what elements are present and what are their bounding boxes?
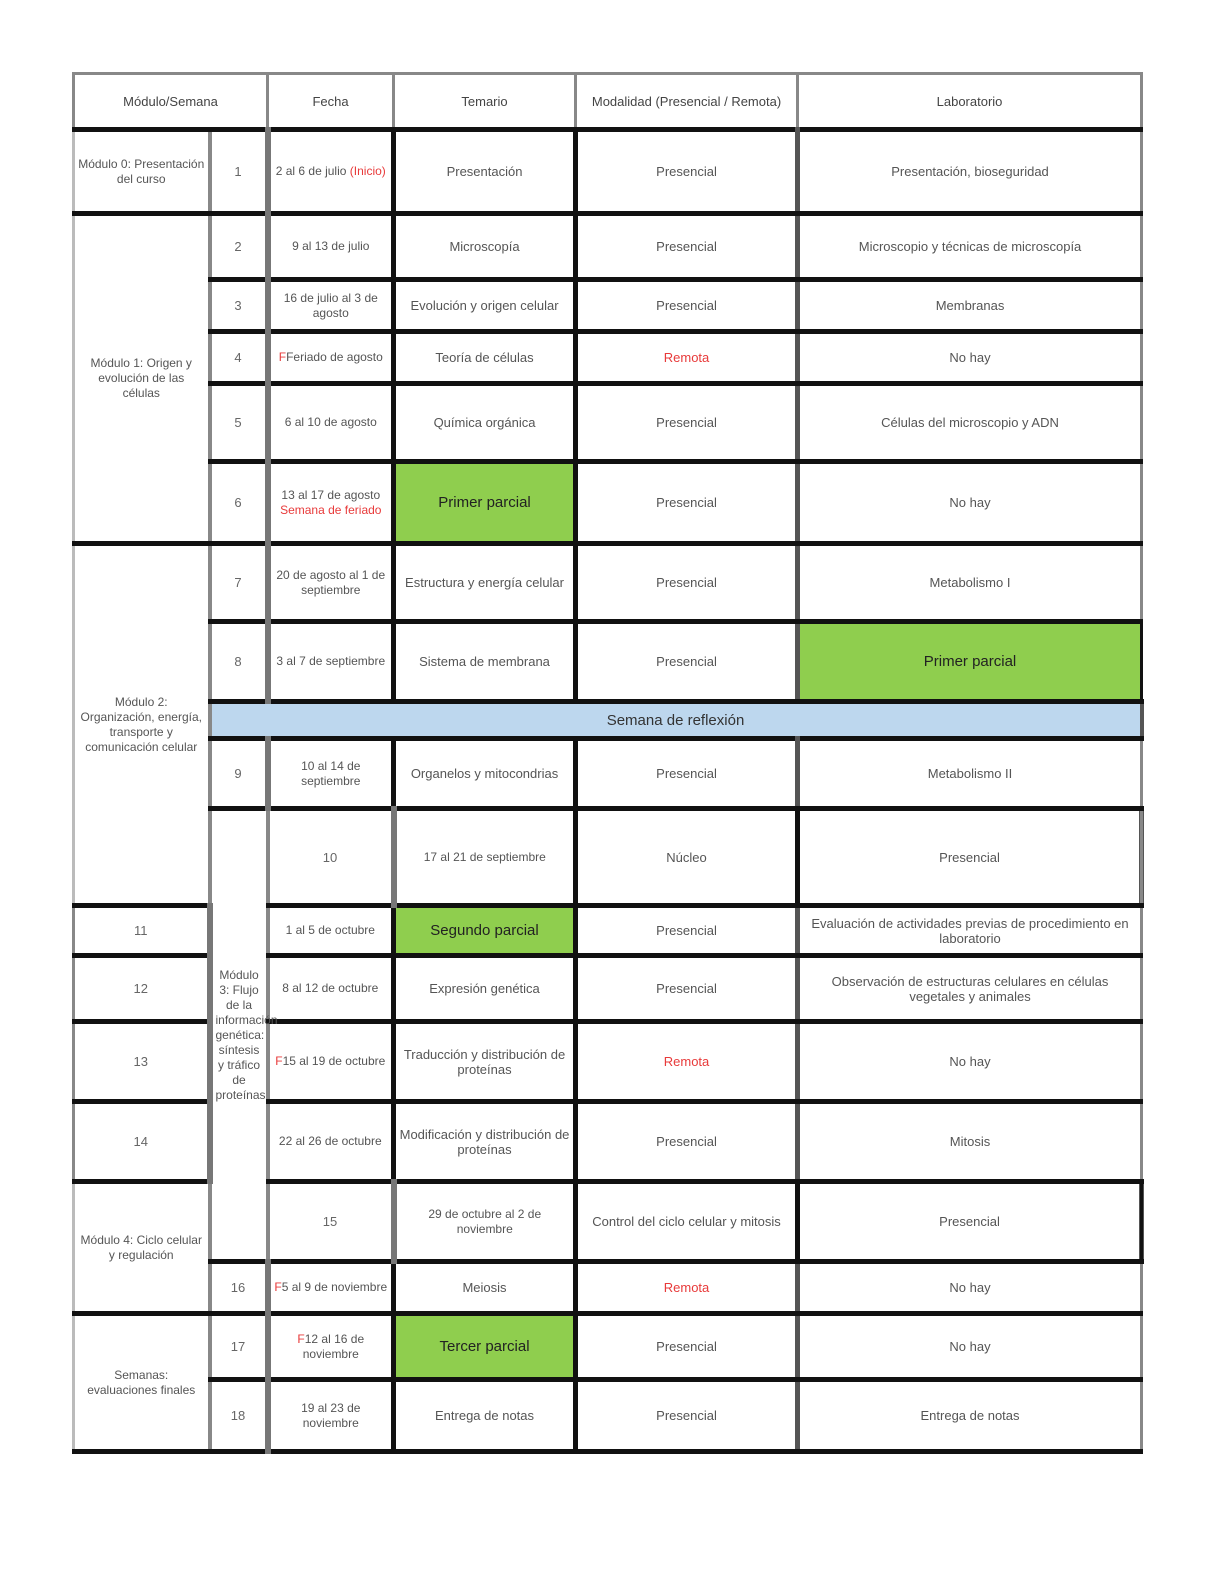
week-number: 11 bbox=[74, 906, 210, 956]
week-date bbox=[268, 130, 394, 214]
week-date bbox=[268, 462, 394, 544]
table-row bbox=[74, 544, 1142, 622]
break-row bbox=[74, 702, 1142, 739]
week-number: 9 bbox=[210, 739, 268, 809]
topic-cell: Entrega de notas bbox=[394, 1380, 576, 1452]
table-row bbox=[74, 1380, 1142, 1452]
topic-cell: Primer parcial bbox=[394, 462, 576, 544]
table-row bbox=[74, 1262, 1142, 1314]
mode-cell: Remota bbox=[576, 1262, 798, 1314]
week-date bbox=[394, 809, 576, 906]
mode-cell: Presencial bbox=[576, 280, 798, 332]
week-number: 15 bbox=[268, 1182, 394, 1262]
date-text: 2 al 6 de julio bbox=[275, 164, 347, 178]
date-text: 19 al 23 de noviembre bbox=[301, 1400, 361, 1430]
topic-cell: Sistema de membrana bbox=[394, 622, 576, 702]
lab-cell: Primer parcial bbox=[798, 622, 1142, 702]
table-row bbox=[74, 214, 1142, 280]
topic-cell: Presentación bbox=[394, 130, 576, 214]
lab-cell: Metabolismo I bbox=[798, 544, 1142, 622]
week-date bbox=[268, 622, 394, 702]
date-note: Semana de feriado bbox=[280, 502, 382, 517]
date-text: 17 al 21 de septiembre bbox=[423, 849, 546, 864]
date-text: 13 al 17 de agosto bbox=[281, 487, 381, 502]
lab-cell: No hay bbox=[798, 332, 1142, 384]
date-flag: F bbox=[274, 1280, 282, 1294]
week-date bbox=[268, 214, 394, 280]
lab-cell: Presentación, bioseguridad bbox=[798, 130, 1142, 214]
lab-cell: Observación de estructuras celulares en células vegetales y animales bbox=[798, 956, 1142, 1022]
schedule-table bbox=[72, 72, 1143, 1454]
week-date bbox=[268, 956, 394, 1022]
topic-cell: Teoría de células bbox=[394, 332, 576, 384]
module-cell: Semanas: evaluaciones finales bbox=[74, 1314, 210, 1452]
lab-cell: No hay bbox=[798, 1022, 1142, 1102]
module-cell: Módulo 1: Origen y evolución de las células bbox=[74, 214, 210, 544]
lab-cell: No hay bbox=[798, 462, 1142, 544]
date-text: 8 al 12 de octubre bbox=[282, 981, 379, 995]
module-cell: Módulo 4: Ciclo celular y regulación bbox=[74, 1182, 210, 1314]
table-row bbox=[74, 809, 1142, 906]
week-number: 7 bbox=[210, 544, 268, 622]
topic-cell: Expresión genética bbox=[394, 956, 576, 1022]
topic-cell: Estructura y energía celular bbox=[394, 544, 576, 622]
week-number: 5 bbox=[210, 384, 268, 462]
module-cell: Módulo 2: Organización, energía, transporte y comunicación celular bbox=[74, 544, 210, 906]
mode-cell: Presencial bbox=[576, 214, 798, 280]
table-row bbox=[74, 622, 1142, 702]
header-module: Módulo/Semana bbox=[74, 74, 268, 130]
mode-cell: Remota bbox=[576, 1022, 798, 1102]
week-date bbox=[394, 1182, 576, 1262]
table-row bbox=[74, 130, 1142, 214]
lab-cell: Entrega de notas bbox=[798, 1380, 1142, 1452]
date-text: 20 de agosto al 1 de septiembre bbox=[276, 567, 386, 597]
date-text: 1 al 5 de octubre bbox=[285, 923, 375, 937]
header-mode: Modalidad (Presencial / Remota) bbox=[576, 74, 798, 130]
date-text: 12 al 16 de noviembre bbox=[302, 1331, 365, 1361]
mode-cell: Presencial bbox=[576, 1380, 798, 1452]
week-number: 17 bbox=[210, 1314, 268, 1380]
header-date: Fecha bbox=[268, 74, 394, 130]
topic-cell: Núcleo bbox=[576, 809, 798, 906]
week-date bbox=[268, 280, 394, 332]
mode-cell: Presencial bbox=[576, 544, 798, 622]
week-number: 10 bbox=[268, 809, 394, 906]
table-row bbox=[74, 739, 1142, 809]
table-row bbox=[74, 332, 1142, 384]
week-number: 4 bbox=[210, 332, 268, 384]
week-number: 6 bbox=[210, 462, 268, 544]
date-text: 3 al 7 de septiembre bbox=[276, 654, 386, 668]
lab-cell: Evaluación de actividades previas de procedimiento en laboratorio bbox=[798, 906, 1142, 956]
date-text: 29 de octubre al 2 de noviembre bbox=[428, 1206, 542, 1236]
topic-cell: Tercer parcial bbox=[394, 1314, 576, 1380]
week-date bbox=[268, 906, 394, 956]
header-row bbox=[74, 74, 1142, 130]
header-lab: Laboratorio bbox=[798, 74, 1142, 130]
lab-cell: Mitosis bbox=[798, 1102, 1142, 1182]
week-date bbox=[268, 1022, 394, 1102]
week-date bbox=[268, 1262, 394, 1314]
mode-cell: Presencial bbox=[576, 956, 798, 1022]
topic-cell: Organelos y mitocondrias bbox=[394, 739, 576, 809]
date-text: 22 al 26 de octubre bbox=[278, 1134, 382, 1148]
topic-cell: Segundo parcial bbox=[394, 906, 576, 956]
week-number: 13 bbox=[74, 1022, 210, 1102]
date-text: 10 al 14 de septiembre bbox=[301, 758, 361, 788]
topic-cell: Química orgánica bbox=[394, 384, 576, 462]
schedule-body bbox=[74, 130, 1142, 1452]
lab-cell: Microscopio y técnicas de microscopía bbox=[798, 214, 1142, 280]
table-row bbox=[74, 384, 1142, 462]
week-number: 8 bbox=[210, 622, 268, 702]
date-text: Feriado de agosto bbox=[286, 350, 383, 364]
week-number: 3 bbox=[210, 280, 268, 332]
mode-cell: Presencial bbox=[576, 739, 798, 809]
mode-cell: Presencial bbox=[576, 384, 798, 462]
week-number: 18 bbox=[210, 1380, 268, 1452]
week-date bbox=[268, 1314, 394, 1380]
mode-cell: Presencial bbox=[798, 1182, 1142, 1262]
topic-cell: Traducción y distribución de proteínas bbox=[394, 1022, 576, 1102]
lab-cell: No hay bbox=[798, 1262, 1142, 1314]
mode-cell: Presencial bbox=[576, 906, 798, 956]
date-flag: F bbox=[297, 1331, 305, 1346]
topic-cell: Evolución y origen celular bbox=[394, 280, 576, 332]
week-number: 2 bbox=[210, 214, 268, 280]
break-label: Semana de reflexión bbox=[210, 702, 1142, 739]
week-date bbox=[268, 384, 394, 462]
date-text: 9 al 13 de julio bbox=[292, 239, 370, 253]
module-cell: Módulo 0: Presentación del curso bbox=[74, 130, 210, 214]
date-note: (Inicio) bbox=[349, 164, 386, 178]
table-row bbox=[74, 1314, 1142, 1380]
lab-cell: Membranas bbox=[798, 280, 1142, 332]
mode-cell: Presencial bbox=[576, 1314, 798, 1380]
date-text: 16 de julio al 3 de agosto bbox=[283, 290, 378, 320]
week-number: 16 bbox=[210, 1262, 268, 1314]
topic-cell: Microscopía bbox=[394, 214, 576, 280]
date-flag: F bbox=[275, 1054, 283, 1068]
header-topic: Temario bbox=[394, 74, 576, 130]
topic-cell: Modificación y distribución de proteínas bbox=[394, 1102, 576, 1182]
week-number: 1 bbox=[210, 130, 268, 214]
week-date bbox=[268, 332, 394, 384]
mode-cell: Presencial bbox=[576, 1102, 798, 1182]
topic-cell: Meiosis bbox=[394, 1262, 576, 1314]
mode-cell: Presencial bbox=[576, 622, 798, 702]
lab-cell: Metabolismo II bbox=[798, 739, 1142, 809]
lab-cell: No hay bbox=[798, 1314, 1142, 1380]
week-number: 12 bbox=[74, 956, 210, 1022]
week-date bbox=[268, 1102, 394, 1182]
mode-cell: Remota bbox=[576, 332, 798, 384]
mode-cell: Presencial bbox=[576, 130, 798, 214]
date-text: 5 al 9 de noviembre bbox=[281, 1280, 388, 1294]
week-date bbox=[268, 739, 394, 809]
lab-cell: Células del microscopio y ADN bbox=[798, 384, 1142, 462]
module-cell: Módulo 3: Flujo de la información genética: síntesis y tráfico de proteínas bbox=[210, 809, 268, 1262]
date-flag: F bbox=[278, 350, 287, 364]
week-date bbox=[268, 544, 394, 622]
table-row bbox=[74, 462, 1142, 544]
table-row bbox=[74, 280, 1142, 332]
date-text: 6 al 10 de agosto bbox=[284, 415, 377, 429]
mode-cell: Presencial bbox=[576, 462, 798, 544]
date-text: 15 al 19 de octubre bbox=[282, 1054, 386, 1068]
week-number: 14 bbox=[74, 1102, 210, 1182]
mode-cell: Presencial bbox=[798, 809, 1142, 906]
topic-cell: Control del ciclo celular y mitosis bbox=[576, 1182, 798, 1262]
week-date bbox=[268, 1380, 394, 1452]
